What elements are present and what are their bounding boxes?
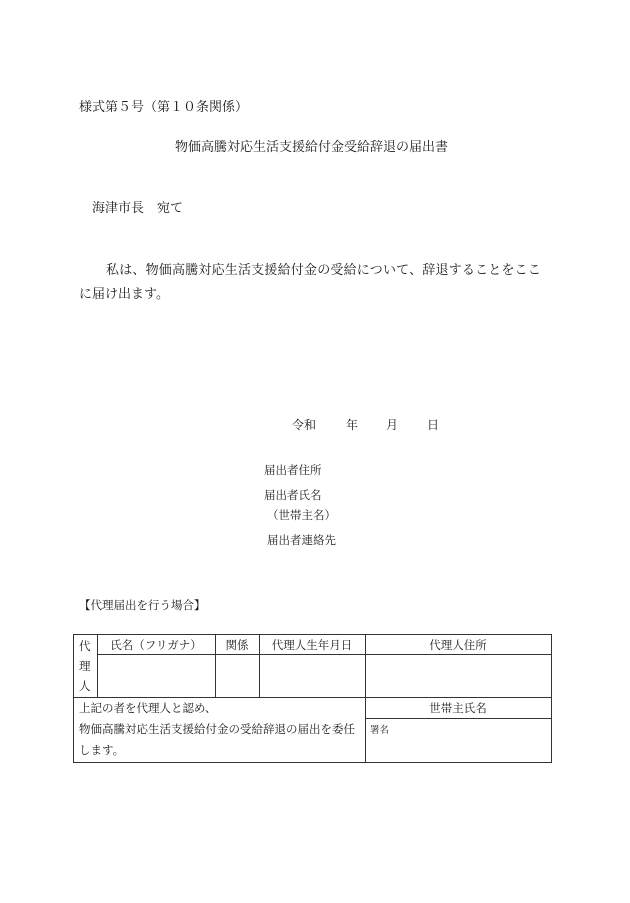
delegation-text-line-2: 物価高騰対応生活支援給付金の受給辞退の届出を委任 xyxy=(79,722,355,736)
column-header-relation: 関係 xyxy=(225,638,249,652)
delegation-text-line-1: 上記の者を代理人と認め、 xyxy=(79,701,217,715)
signature-field[interactable] xyxy=(366,719,550,761)
applicant-name-note: （世帯主名） xyxy=(267,508,336,522)
proxy-relation-field[interactable] xyxy=(216,655,258,696)
table-border-right xyxy=(551,634,552,763)
table-row-divider xyxy=(73,697,552,698)
delegation-text-line-3: します。 xyxy=(79,743,125,757)
body-text-line-1: 私は、物価高騰対応生活支援給付金の受給について、辞退することをここ xyxy=(106,263,542,278)
date-era: 令和 xyxy=(292,418,317,432)
proxy-side-label-char-3: 人 xyxy=(79,679,91,693)
date-year-label: 年 xyxy=(346,418,359,432)
addressee: 海津市長 宛て xyxy=(92,201,184,216)
proxy-side-label-char-1: 代 xyxy=(79,639,91,653)
table-border-top xyxy=(73,634,552,635)
proxy-address-field[interactable] xyxy=(366,655,550,696)
body-text-line-2: に届け出ます。 xyxy=(79,287,169,302)
applicant-address-label: 届出者住所 xyxy=(264,463,322,477)
date-month-label: 月 xyxy=(386,418,399,432)
column-header-birthdate: 代理人生年月日 xyxy=(271,638,353,652)
table-border-bottom xyxy=(73,762,552,763)
form-number: 様式第５号（第１０条関係） xyxy=(79,100,249,115)
column-header-address: 代理人住所 xyxy=(429,638,487,652)
date-day-label: 日 xyxy=(427,418,440,432)
applicant-name-label: 届出者氏名 xyxy=(264,488,322,502)
proxy-name-field[interactable] xyxy=(98,655,214,696)
table-border-left xyxy=(73,634,74,763)
document-title: 物価高騰対応生活支援給付金受給辞退の届出書 xyxy=(175,140,449,155)
proxy-side-label-char-2: 理 xyxy=(79,659,91,673)
head-of-household-label: 世帯主氏名 xyxy=(429,701,487,715)
proxy-section-heading: 【代理届出を行う場合】 xyxy=(79,598,206,612)
signature-label: 署名 xyxy=(370,725,390,736)
applicant-contact-label: 届出者連絡先 xyxy=(267,533,336,547)
column-header-name: 氏名（フリガナ） xyxy=(110,638,202,652)
proxy-birthdate-field[interactable] xyxy=(260,655,364,696)
